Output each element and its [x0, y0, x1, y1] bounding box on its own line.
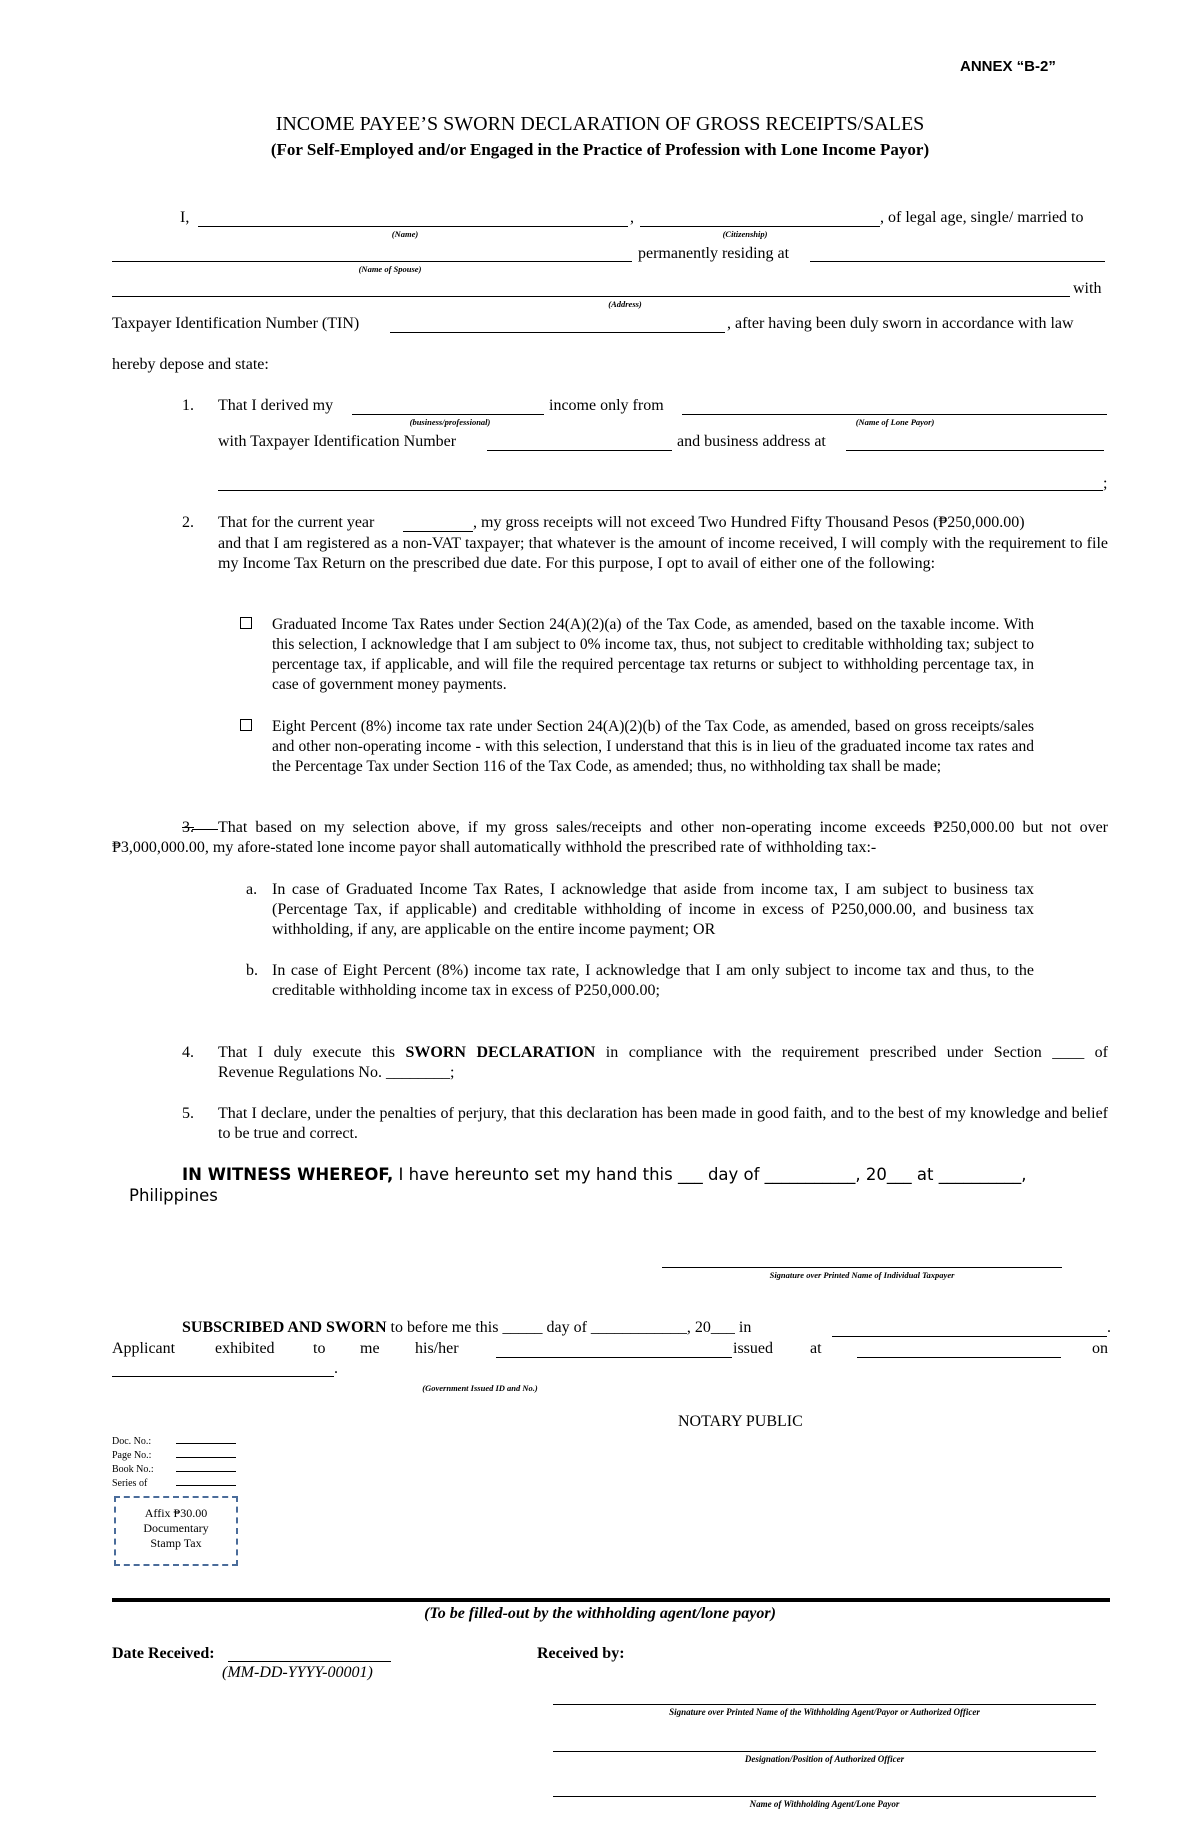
stamp-line-3: Stamp Tax	[150, 1536, 202, 1550]
intro-depose: hereby depose and state:	[112, 356, 269, 373]
item5-text: That I declare, under the penalties of perjury, that this declaration has been made in good faith, and to the best of my knowledge and belief to be true and correct.	[218, 1105, 1108, 1142]
caption-address: (Address)	[608, 299, 642, 309]
option-graduated-checkbox[interactable]	[240, 617, 252, 629]
section-divider	[112, 1598, 1110, 1602]
agent-signature-field[interactable]	[553, 1704, 1096, 1705]
residence-field[interactable]	[810, 261, 1105, 262]
page-title: INCOME PAYEE’S SWORN DECLARATION OF GROSS RECEIPTS/SALES	[275, 113, 925, 135]
item2-number: 2.	[182, 514, 194, 531]
item4-number: 4.	[182, 1044, 194, 1061]
applicant-word-5: his/her	[415, 1340, 459, 1357]
doc-fields	[112, 1434, 236, 1490]
witness-line	[182, 1164, 1026, 1186]
page-no-row	[112, 1448, 236, 1462]
item3a-label: a.	[246, 881, 258, 898]
item1-semicolon: ;	[1103, 475, 1108, 492]
series-label: Series of	[112, 1478, 148, 1489]
fill-out-note: (To be filled-out by the withholding agent/lone payor)	[424, 1605, 776, 1622]
item1-text-c: with Taxpayer Identification Number	[218, 433, 457, 450]
page-no-label: Page No.:	[112, 1450, 152, 1461]
payor-address-field[interactable]	[846, 450, 1104, 451]
caption-name: (Name)	[391, 229, 419, 239]
book-no-row	[112, 1462, 236, 1476]
on-label: on	[1092, 1340, 1108, 1357]
agent-name-field[interactable]	[553, 1796, 1096, 1797]
taxpayer-signature-field[interactable]	[662, 1267, 1062, 1268]
item3-number: 3.	[182, 819, 194, 836]
issued-on-period: .	[334, 1360, 338, 1377]
issued-on-field[interactable]	[112, 1376, 334, 1377]
date-received-field[interactable]	[228, 1661, 391, 1662]
intro-tin-label: Taxpayer Identification Number (TIN)	[112, 315, 360, 332]
intro-legal-age: , of legal age, single/ married to	[880, 209, 1084, 226]
documentary-stamp-box	[114, 1496, 238, 1566]
caption-spouse: (Name of Spouse)	[358, 264, 422, 274]
place-field[interactable]	[832, 1336, 1107, 1337]
business-type-field[interactable]	[352, 414, 544, 415]
stamp-line-1: Affix ₱30.00	[144, 1506, 208, 1520]
caption-designation: Designation/Position of Authorized Officer	[744, 1754, 905, 1764]
item4-line2: Revenue Regulations No. ________;	[218, 1064, 455, 1081]
caption-agent-signature: Signature over Printed Name of the Withholding Agent/Payor or Authorized Officer	[669, 1707, 980, 1717]
caption-government-id: (Government Issued ID and No.)	[422, 1383, 538, 1393]
notary-public-label: NOTARY PUBLIC	[678, 1413, 803, 1430]
subscribed-period: .	[1107, 1319, 1111, 1336]
intro-i: I,	[180, 209, 190, 226]
government-id-field[interactable]	[496, 1357, 732, 1358]
date-format-hint: (MM-DD-YYYY-00001)	[222, 1664, 373, 1681]
series-row	[112, 1476, 236, 1490]
item2-text: and that I am registered as a non-VAT taxpayer; that whatever is the amount of income received, I will comply with the requirement to file my Income Tax Return on the prescribed due date. For this purpose, I opt to avail of either one of the following:	[218, 535, 1108, 572]
book-no-field[interactable]	[176, 1462, 236, 1472]
item4-text-b: in compliance with the requirement prescribed under Section ____ of	[595, 1044, 1109, 1061]
item4-line1	[218, 1043, 1108, 1063]
option-eight-percent-checkbox[interactable]	[240, 719, 252, 731]
option-eight-percent-text: Eight Percent (8%) income tax rate under Section 24(A)(2)(b) of the Tax Code, as amended, based on gross receipts/sales and other non-operating income - with this selection, I understand that this is in lieu of the graduated income tax rates and the Percentage Tax under Section 116 of the Tax Code, as amended; thus, no withholding tax shall be made;	[272, 718, 1034, 775]
annex-label: ANNEX “B-2”	[960, 58, 1056, 75]
doc-no-label: Doc. No.:	[112, 1436, 152, 1447]
citizenship-field[interactable]	[640, 226, 880, 227]
caption-business: (business/professional)	[409, 417, 491, 427]
intro-comma: ,	[630, 209, 634, 226]
item3a-text: In case of Graduated Income Tax Rates, I acknowledge that aside from income tax, I am subject to business tax (Percentage Tax, if applicable) and creditable withholding of income in excess of P250,000.00, and business tax withholding, if any, are applicable on the entire income payment; OR	[272, 881, 1034, 938]
intro-with: with	[1073, 280, 1102, 297]
lone-payor-field[interactable]	[682, 414, 1107, 415]
book-no-label: Book No.:	[112, 1464, 154, 1475]
witness-text: I have hereunto set my hand this ___ day of ___________, 20___ at __________,	[393, 1165, 1027, 1184]
item1-number: 1.	[182, 397, 194, 414]
item1-text-d: and business address at	[677, 433, 826, 450]
series-field[interactable]	[176, 1476, 236, 1486]
witness-bold: IN WITNESS WHEREOF,	[182, 1165, 394, 1184]
item3b-label: b.	[246, 962, 258, 979]
page-subtitle: (For Self-Employed and/or Engaged in the Practice of Profession with Lone Income Payor)	[270, 140, 930, 159]
issued-label: issued	[733, 1340, 773, 1357]
payor-tin-field[interactable]	[487, 450, 672, 451]
at-label: at	[810, 1340, 822, 1357]
stamp-line-2: Documentary	[143, 1521, 209, 1535]
subscribed-text: to before me this _____ day of ____________, 20___ in	[386, 1319, 752, 1336]
received-by-label: Received by:	[537, 1645, 625, 1662]
address-field[interactable]	[112, 296, 1070, 297]
option-graduated-text: Graduated Income Tax Rates under Section 24(A)(2)(a) of the Tax Code, as amended, based on the taxable income. With this selection, I acknowledge that I am subject to 0% income tax, thus, not subject to creditable withholding tax; subject to percentage tax, if applicable, and will file the required percentage tax returns or subject to withholding percentage tax, in case of government money payments.	[272, 616, 1034, 693]
page-no-field[interactable]	[176, 1448, 236, 1458]
doc-no-field[interactable]	[176, 1434, 236, 1444]
item2-line1-a: That for the current year	[218, 514, 375, 531]
item2-line1-b: , my gross receipts will not exceed Two Hundred Fifty Thousand Pesos (₱250,000.00)	[473, 514, 1025, 531]
caption-agent-name: Name of Withholding Agent/Lone Payor	[749, 1799, 900, 1809]
doc-no-row	[112, 1434, 236, 1448]
applicant-word-2: exhibited	[215, 1340, 275, 1357]
item4-text-a: That I duly execute this	[218, 1044, 406, 1061]
item5-number: 5.	[182, 1105, 194, 1122]
name-field[interactable]	[198, 226, 628, 227]
subscribed-line	[182, 1318, 751, 1338]
caption-taxpayer-signature: Signature over Printed Name of Individual Taxpayer	[769, 1270, 955, 1280]
payor-address-field-2[interactable]	[218, 490, 1103, 491]
applicant-word-1: Applicant	[112, 1340, 176, 1357]
designation-field[interactable]	[553, 1751, 1096, 1752]
date-received-label: Date Received:	[112, 1645, 215, 1662]
issued-at-field[interactable]	[857, 1357, 1061, 1358]
item3-text: That based on my selection above, if my gross sales/receipts and other non-operating income exceeds ₱250,000.00 but not over ₱3,000,000.00, my afore-stated lone income payor shall automatically withhold the prescribed rate of withholding tax:-	[112, 819, 1108, 856]
caption-payor: (Name of Lone Payor)	[855, 417, 935, 427]
spouse-field[interactable]	[112, 261, 632, 262]
item3b-text: In case of Eight Percent (8%) income tax rate, I acknowledge that I am only subject to income tax and thus, to the creditable withholding income tax in excess of P250,000.00;	[272, 962, 1034, 999]
item1-text-a: That I derived my	[218, 397, 334, 414]
intro-after: , after having been duly sworn in accordance with law	[727, 315, 1074, 332]
applicant-word-4: me	[360, 1340, 380, 1357]
item4-bold: SWORN DECLARATION	[405, 1044, 596, 1061]
applicant-word-3: to	[313, 1340, 326, 1357]
current-year-field[interactable]	[403, 531, 473, 532]
caption-citizenship: (Citizenship)	[722, 229, 768, 239]
item1-text-b: income only from	[549, 397, 664, 414]
intro-permanently: permanently residing at	[638, 245, 790, 262]
subscribed-bold: SUBSCRIBED AND SWORN	[182, 1319, 387, 1336]
tin-field[interactable]	[390, 332, 725, 333]
witness-place: Philippines	[129, 1186, 218, 1205]
